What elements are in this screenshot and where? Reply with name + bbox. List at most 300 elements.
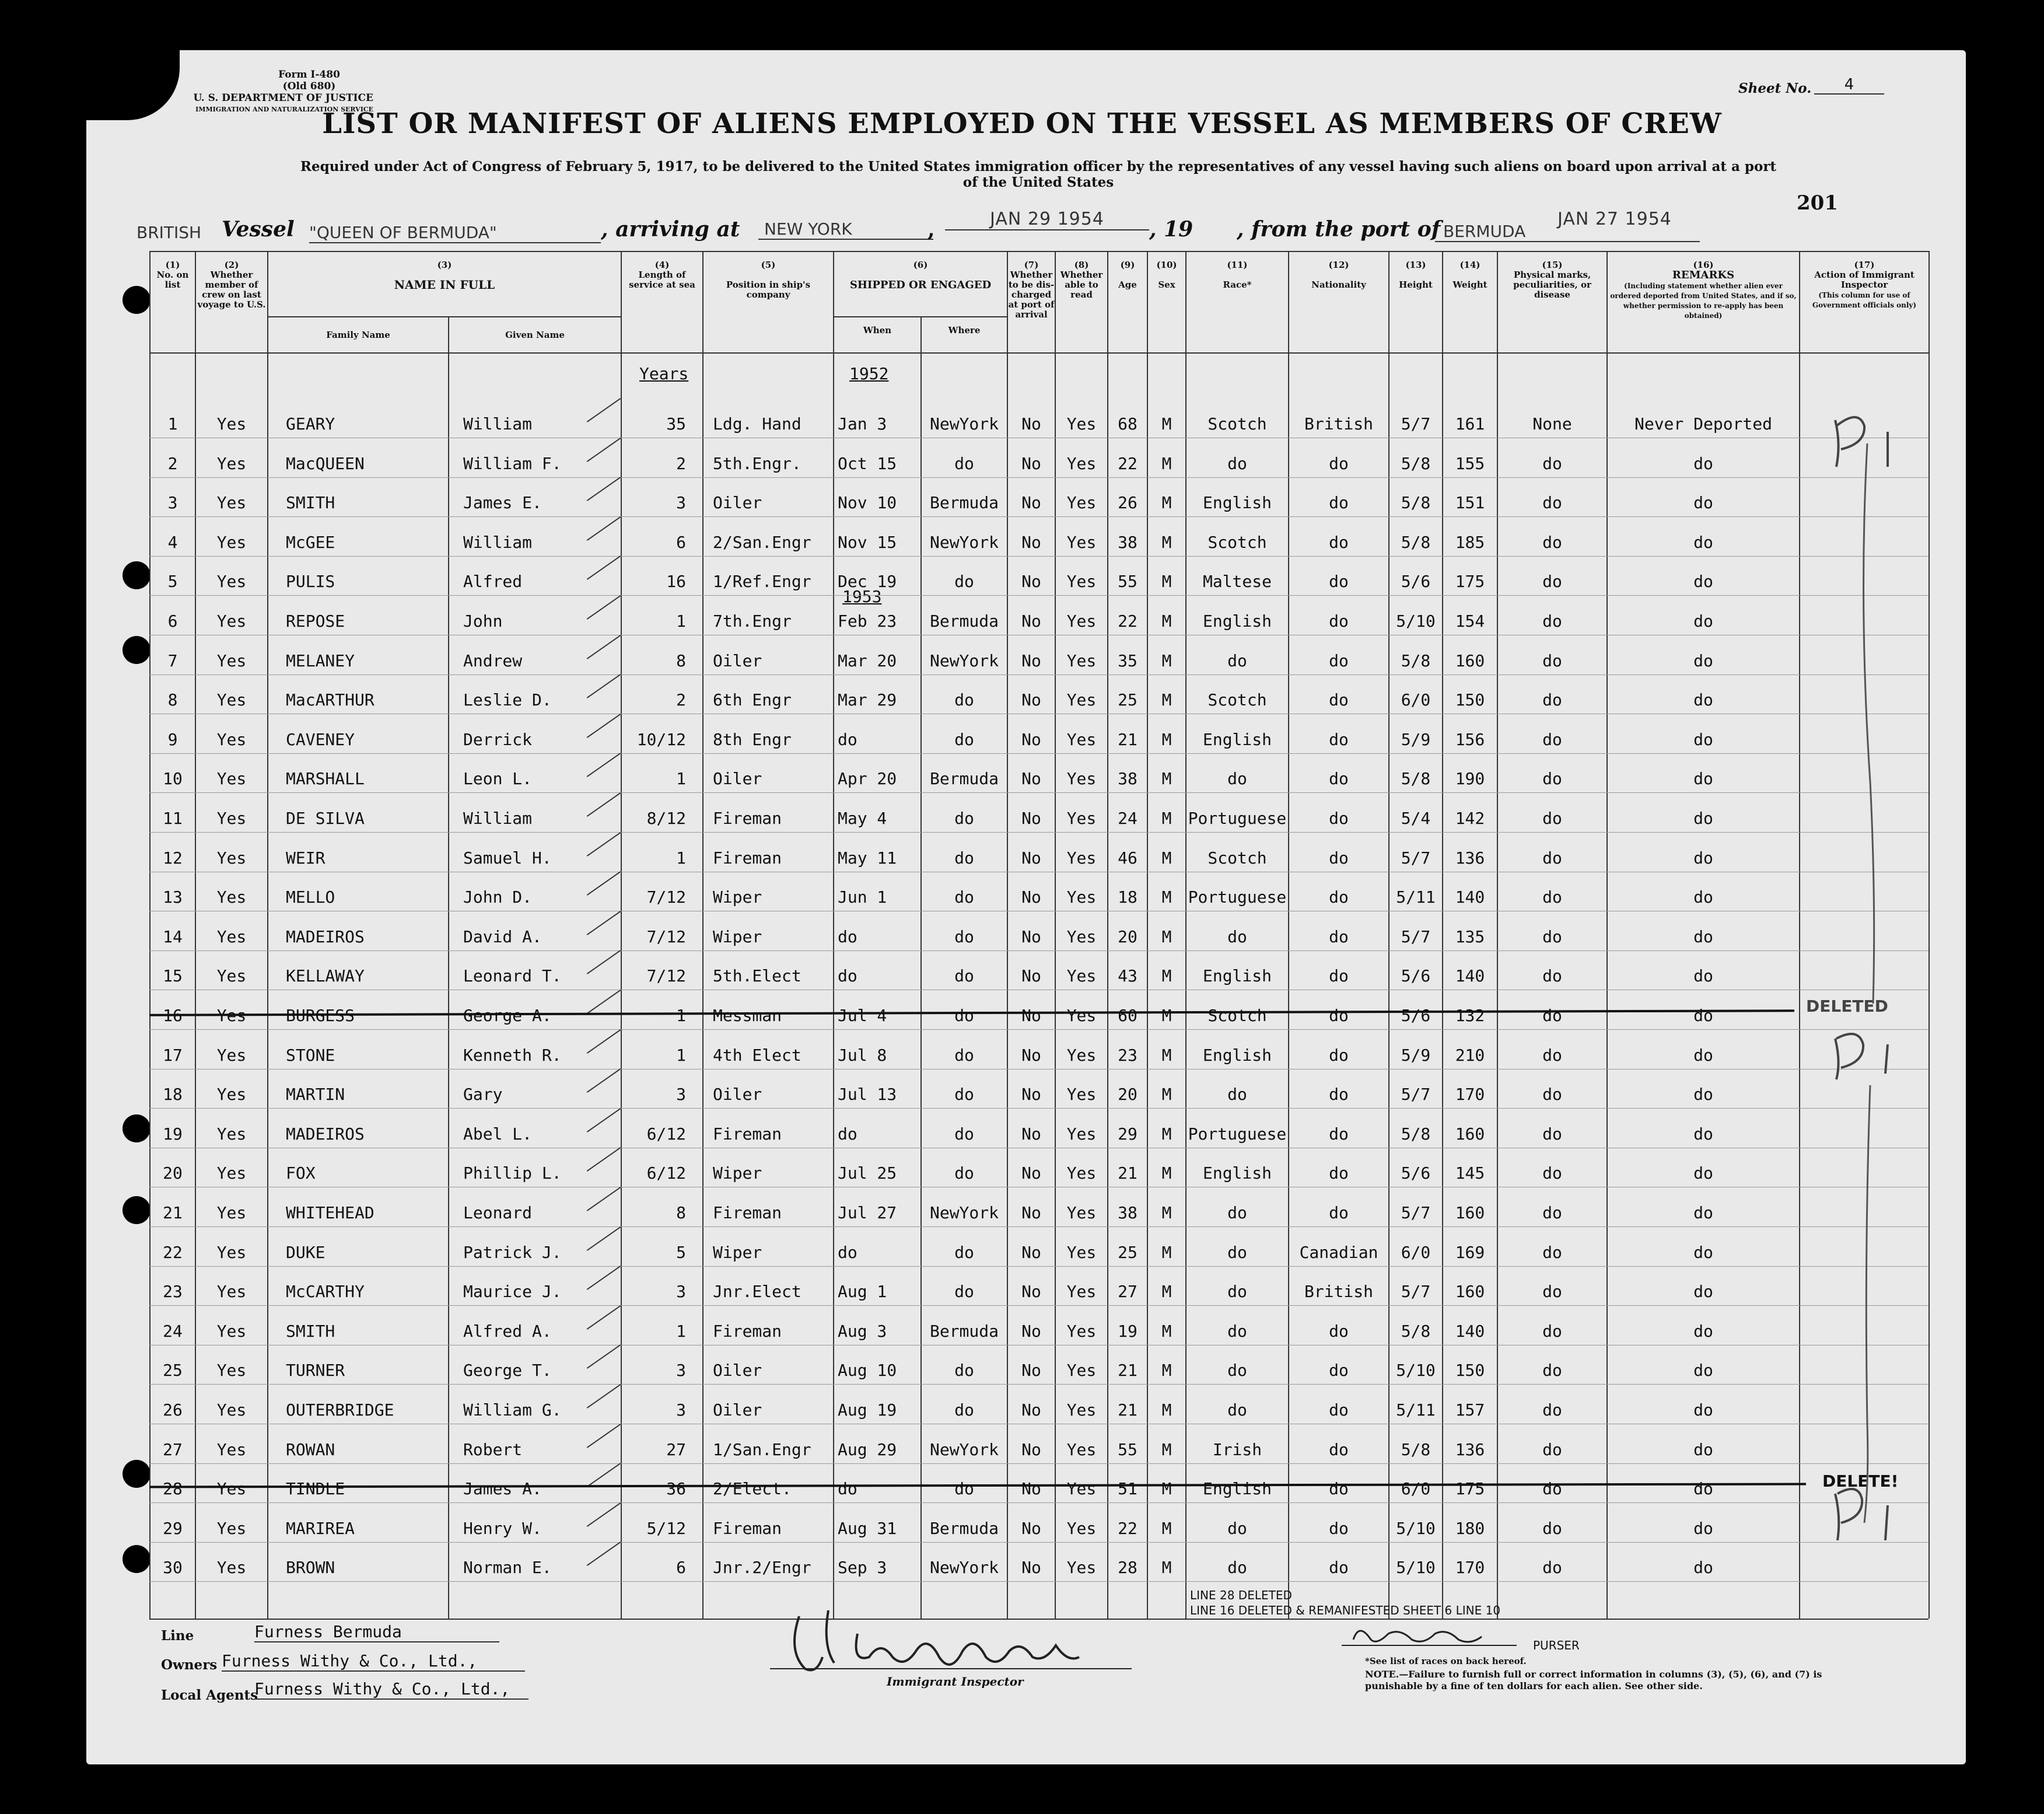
cell-remarks: do [1693,493,1713,513]
penalty-note: NOTE.—Failure to furnish full or correct information in columns (3), (5), (6), and (7) is punishable by a fine of ten dollars for each alien. See other side. [1365,1669,1822,1691]
cell-position: Fireman [713,848,782,868]
cell-weight: 160 [1455,651,1485,670]
cell-nationality: do [1329,1045,1349,1065]
cell-weight: 135 [1455,927,1485,946]
cell-service-length: 7/12 [646,966,686,986]
cell-height: 5/9 [1401,729,1431,749]
cell-shipped-where: do [954,966,974,986]
cell-sex: M [1161,1045,1172,1065]
cell-discharged: No [1021,453,1041,473]
footer-line-value: Furness Bermuda [254,1622,499,1642]
cell-physical-marks: do [1542,453,1562,473]
cell-service-length: 6 [676,532,686,552]
cell-row-number: 18 [163,1085,183,1105]
cell-able-to-read: Yes [1066,1085,1097,1105]
cell-shipped-when: Dec 19 [838,572,897,592]
cell-family-name: MELLO [286,887,335,907]
cell-shipped-where: do [954,1242,974,1262]
col-number: (9) [1120,260,1135,270]
punch-hole [123,286,150,314]
cell-last-voyage: Yes [216,1439,247,1459]
cell-able-to-read: Yes [1066,1242,1097,1262]
cell-discharged: No [1021,1479,1041,1499]
cell-shipped-when: Jul 4 [838,1006,887,1025]
cell-race: Maltese [1202,572,1272,592]
cell-sex: M [1161,809,1172,828]
cell-family-name: DUKE [286,1242,326,1262]
cell-remarks: do [1693,1085,1713,1105]
cell-height: 5/11 [1396,1400,1436,1420]
cell-race: English [1202,729,1272,749]
cell-shipped-when: Feb 23 [838,611,897,631]
col-number: (4) [654,260,670,270]
cell-weight: 180 [1455,1518,1485,1538]
cell-shipped-when: Jul 8 [838,1045,887,1065]
cell-height: 5/4 [1401,809,1431,828]
from-port: BERMUDA [1435,222,1700,242]
cell-physical-marks: do [1542,1400,1562,1420]
cell-physical-marks: do [1542,848,1562,868]
col-label: No. on list [156,270,189,290]
cell-last-voyage: Yes [216,1321,247,1341]
cell-discharged: No [1021,1321,1041,1341]
col-header-name [268,260,621,291]
cell-row-number: 7 [167,651,178,670]
cell-service-length: 2 [676,453,686,473]
cell-shipped-when: Jul 13 [838,1085,897,1105]
cell-age: 46 [1118,848,1138,868]
cell-remarks: do [1693,729,1713,749]
cell-sex: M [1161,493,1172,513]
cell-given-name: George T. [463,1361,552,1380]
cell-last-voyage: Yes [216,1282,247,1302]
cell-remarks: do [1693,1282,1713,1302]
cell-height: 5/8 [1401,532,1431,552]
cell-shipped-where: NewYork [929,1203,999,1222]
cell-shipped-when: Jun 1 [838,887,887,907]
cell-row-number: 27 [163,1439,183,1459]
cell-remarks: do [1693,809,1713,828]
cell-weight: 161 [1455,414,1485,434]
cell-position: Oiler [713,1361,762,1380]
cell-service-length: 2 [676,690,686,710]
cell-age: 55 [1118,572,1138,592]
cell-family-name: DE SILVA [286,809,365,828]
row-rule [149,1108,1929,1109]
cell-sex: M [1161,1242,1172,1262]
cell-shipped-when: May 4 [838,809,887,828]
cell-service-length: 6/12 [646,1163,686,1183]
cell-shipped-when: Aug 10 [838,1361,897,1380]
cell-weight: 140 [1455,887,1485,907]
row-rule [149,516,1929,517]
cell-given-name: Patrick J. [463,1242,562,1262]
col-number: (1) [165,260,180,270]
cell-shipped-where: do [954,1361,974,1380]
row-rule [149,595,1929,596]
col-number: (14) [1460,260,1480,270]
cell-physical-marks: do [1542,1163,1562,1183]
cell-service-length: 1 [676,1321,686,1341]
cell-able-to-read: Yes [1066,966,1097,986]
cell-discharged: No [1021,1400,1041,1420]
cell-position: Messman [713,1006,782,1025]
col-number: (8) [1074,260,1089,270]
row-rule [149,674,1929,675]
cell-able-to-read: Yes [1066,1400,1097,1420]
cell-age: 21 [1118,1400,1138,1420]
cell-row-number: 6 [167,611,178,631]
cell-weight: 160 [1455,1124,1485,1144]
cell-position: Oiler [713,493,762,513]
footer-line-label: Line [161,1628,194,1644]
cell-position: Fireman [713,809,782,828]
cell-shipped-when: do [838,1124,858,1144]
cell-shipped-where: NewYork [929,532,999,552]
cell-service-length: 1 [676,611,686,631]
cell-age: 22 [1118,453,1138,473]
cell-shipped-where: NewYork [929,414,999,434]
cell-weight: 185 [1455,532,1485,552]
cell-shipped-when: Jul 27 [838,1203,897,1222]
col-header-discharged [1008,260,1055,320]
cell-service-length: 8 [676,1203,686,1222]
col-header-service [622,260,702,290]
cell-row-number: 23 [163,1282,183,1302]
cell-service-length: 7/12 [646,887,686,907]
cell-sex: M [1161,1163,1172,1183]
cell-last-voyage: Yes [216,887,247,907]
cell-nationality: do [1329,1479,1349,1499]
cell-last-voyage: Yes [216,927,247,946]
cell-family-name: MELANEY [286,651,355,670]
cell-remarks: do [1693,1006,1713,1025]
cell-remarks: do [1693,690,1713,710]
cell-age: 27 [1118,1282,1138,1302]
cell-physical-marks: do [1542,1282,1562,1302]
department: U. S. DEPARTMENT OF JUSTICE [193,92,373,104]
name-subheader-rule [267,316,621,317]
cell-age: 38 [1118,532,1138,552]
cell-row-number: 24 [163,1321,183,1341]
page-number: 201 [1797,191,1838,215]
col-label: Physical marks, peculiarities, or disease [1513,270,1591,300]
subtitle-line-1: Required under Act of Congress of February 5, 1917, to be delivered to the United States immigration officer by the representatives of any vessel having such aliens on board upon arrival at a port [300,159,1777,174]
cell-physical-marks: do [1542,1242,1562,1262]
col-number: (15) [1542,260,1563,270]
cell-weight: 151 [1455,493,1485,513]
cell-family-name: FOX [286,1163,316,1183]
cell-able-to-read: Yes [1066,1282,1097,1302]
cell-row-number: 15 [163,966,183,986]
year-label: , 19 [1149,217,1194,242]
col-header-last-voyage [196,260,267,310]
col-number: (17) [1854,260,1875,270]
cell-able-to-read: Yes [1066,1321,1097,1341]
cell-row-number: 30 [163,1558,183,1578]
cell-discharged: No [1021,729,1041,749]
cell-position: Fireman [713,1321,782,1341]
cell-row-number: 16 [163,1006,183,1025]
cell-family-name: MARTIN [286,1085,345,1105]
cell-weight: 140 [1455,1321,1485,1341]
cell-weight: 132 [1455,1006,1485,1025]
cell-nationality: do [1329,1124,1349,1144]
cell-height: 5/7 [1401,927,1431,946]
cell-service-length: 36 [666,1479,686,1499]
cell-sex: M [1161,690,1172,710]
cell-sex: M [1161,848,1172,868]
deleted-stamp-16: DELETED [1806,997,1888,1016]
col-number: (2) [224,260,239,270]
cell-physical-marks: do [1542,1558,1562,1578]
cell-shipped-when: Aug 29 [838,1439,897,1459]
cell-weight: 150 [1455,1361,1485,1380]
cell-given-name: Norman E. [463,1558,552,1578]
cell-row-number: 11 [163,809,183,828]
cell-position: Jnr.2/Engr [713,1558,811,1578]
cell-discharged: No [1021,887,1041,907]
punch-hole [123,636,150,664]
cell-weight: 175 [1455,1479,1485,1499]
col-header-family-name: Family Name [326,330,390,340]
cell-service-length: 3 [676,1085,686,1105]
punch-hole [123,1196,150,1224]
col-label: SHIPPED OR ENGAGED [849,279,992,291]
cell-physical-marks: do [1542,532,1562,552]
inspector-signature [764,1599,1138,1686]
cell-service-length: 8/12 [646,809,686,828]
cell-last-voyage: Yes [216,1163,247,1183]
cell-shipped-when: Mar 20 [838,651,897,670]
cell-sex: M [1161,1085,1172,1105]
cell-shipped-when: Jul 25 [838,1163,897,1183]
comma: , [928,217,935,242]
cell-shipped-where: do [954,848,974,868]
sheet-label: Sheet No. [1738,81,1812,96]
cell-weight: 136 [1455,1439,1485,1459]
cell-shipped-where: NewYork [929,1558,999,1578]
cell-height: 5/7 [1401,414,1431,434]
cell-family-name: WEIR [286,848,326,868]
cell-physical-marks: do [1542,651,1562,670]
cell-shipped-where: do [954,1085,974,1105]
cell-able-to-read: Yes [1066,414,1097,434]
cell-nationality: British [1304,1282,1373,1302]
cell-shipped-where: do [954,1124,974,1144]
cell-last-voyage: Yes [216,572,247,592]
cell-age: 25 [1118,690,1138,710]
cell-given-name: Leonard [463,1203,533,1222]
cell-able-to-read: Yes [1066,1203,1097,1222]
cell-position: 8th Engr [713,729,792,749]
cell-able-to-read: Yes [1066,1006,1097,1025]
cell-position: Ldg. Hand [713,414,802,434]
cell-weight: 157 [1455,1400,1485,1420]
cell-remarks: do [1693,1242,1713,1262]
cell-age: 55 [1118,1439,1138,1459]
page-title: LIST OR MANIFEST OF ALIENS EMPLOYED ON THE VESSEL AS MEMBERS OF CREW [322,107,1722,140]
cell-age: 24 [1118,809,1138,828]
cell-service-length: 10/12 [636,729,686,749]
cell-given-name: Phillip L. [463,1163,562,1183]
footer-agents-value: Furness Withy & Co., Ltd., [254,1679,528,1700]
cell-position: 2/San.Engr [713,532,811,552]
cell-remarks: do [1693,1479,1713,1499]
cell-last-voyage: Yes [216,1242,247,1262]
cell-given-name: William [463,809,533,828]
cell-shipped-where: do [954,1163,974,1183]
cell-sex: M [1161,1124,1172,1144]
cell-sex: M [1161,1439,1172,1459]
col-number: (5) [761,260,776,270]
col-border [833,251,834,1619]
cell-physical-marks: do [1542,1006,1562,1025]
cell-sex: M [1161,1558,1172,1578]
cell-remarks: do [1693,769,1713,789]
col-header-given-name: Given Name [505,330,565,340]
cell-shipped-when: Apr 20 [838,769,897,789]
cell-shipped-when: Aug 19 [838,1400,897,1420]
shipped-subheader-rule [833,316,1007,317]
col-header-action [1800,260,1929,310]
cell-race: Scotch [1208,532,1267,552]
col-border [267,251,268,1619]
cell-position: 4th Elect [713,1045,802,1065]
races-note: *See list of races on back hereof. [1365,1656,1527,1666]
col-label: Whether to be dis-charged at port of arrival [1008,270,1055,320]
cell-age: 21 [1118,1163,1138,1183]
cell-family-name: CAVENEY [286,729,355,749]
cell-shipped-when: Aug 31 [838,1518,897,1538]
row-rule [149,1502,1929,1503]
cell-race: English [1202,1163,1272,1183]
cell-race: do [1227,1400,1247,1420]
cell-remarks: do [1693,966,1713,986]
cell-age: 18 [1118,887,1138,907]
cell-position: Wiper [713,1163,762,1183]
cell-given-name: Maurice J. [463,1282,562,1302]
row-rule [149,1463,1929,1464]
row-rule [149,950,1929,951]
col-header-no [150,260,195,290]
cell-row-number: 28 [163,1479,183,1499]
cell-age: 60 [1118,1006,1138,1025]
cell-age: 38 [1118,769,1138,789]
form-number: Form I-480 [278,69,340,81]
cell-discharged: No [1021,1203,1041,1222]
cell-shipped-when: May 11 [838,848,897,868]
cell-position: 5th.Elect [713,966,802,986]
cell-race: do [1227,1321,1247,1341]
cell-nationality: British [1304,414,1373,434]
vessel-name: "QUEEN OF BERMUDA" [309,223,601,243]
cell-nationality: do [1329,493,1349,513]
cell-age: 51 [1118,1479,1138,1499]
cell-physical-marks: do [1542,1124,1562,1144]
cell-shipped-where: do [954,690,974,710]
cell-family-name: WHITEHEAD [286,1203,374,1222]
cell-weight: 155 [1455,453,1485,473]
table-header-border [149,352,1929,354]
cell-age: 35 [1118,651,1138,670]
cell-race: do [1227,1558,1247,1578]
cell-remarks: do [1693,1400,1713,1420]
cell-position: Fireman [713,1518,782,1538]
cell-height: 5/9 [1401,1045,1431,1065]
row-rule [149,832,1929,833]
cell-shipped-where: Bermuda [929,1321,999,1341]
row-rule [149,1305,1929,1306]
cell-physical-marks: do [1542,493,1562,513]
cell-last-voyage: Yes [216,1006,247,1025]
cell-last-voyage: Yes [216,769,247,789]
cell-shipped-where: do [954,572,974,592]
cell-age: 21 [1118,729,1138,749]
cell-physical-marks: do [1542,887,1562,907]
cell-nationality: do [1329,690,1349,710]
cell-sex: M [1161,1400,1172,1420]
cell-row-number: 2 [167,453,178,473]
row-rule [149,1384,1929,1385]
cell-given-name: Leonard T. [463,966,562,986]
cell-race: do [1227,1242,1247,1262]
cell-shipped-where: do [954,453,974,473]
cell-shipped-where: Bermuda [929,769,999,789]
cell-remarks: do [1693,453,1713,473]
cell-sex: M [1161,1518,1172,1538]
cell-nationality: do [1329,729,1349,749]
cell-remarks: do [1693,1518,1713,1538]
cell-shipped-when: Mar 29 [838,690,897,710]
cell-service-length: 5 [676,1242,686,1262]
cell-race: English [1202,1045,1272,1065]
cell-sex: M [1161,966,1172,986]
cell-family-name: SMITH [286,493,335,513]
cell-nationality: do [1329,532,1349,552]
cell-last-voyage: Yes [216,651,247,670]
col-header-marks [1498,260,1606,300]
cell-shipped-when: do [838,729,858,749]
cell-sex: M [1161,1006,1172,1025]
cell-height: 5/7 [1401,1203,1431,1222]
cell-given-name: James A. [463,1479,542,1499]
cell-height: 5/10 [1396,1558,1436,1578]
cell-physical-marks: do [1542,769,1562,789]
cell-shipped-when: Aug 1 [838,1282,887,1302]
cell-service-length: 3 [676,1400,686,1420]
cell-height: 5/7 [1401,1282,1431,1302]
cell-able-to-read: Yes [1066,1361,1097,1380]
cell-family-name: KELLAWAY [286,966,365,986]
col-label: Action of Immigrant Inspector [1814,270,1915,290]
cell-shipped-where: Bermuda [929,611,999,631]
cell-race: do [1227,1518,1247,1538]
cell-shipped-where: do [954,1479,974,1499]
cell-last-voyage: Yes [216,1045,247,1065]
row-rule [149,1542,1929,1543]
cell-row-number: 26 [163,1400,183,1420]
cell-row-number: 19 [163,1124,183,1144]
cell-given-name: Samuel H. [463,848,552,868]
cell-nationality: do [1329,572,1349,592]
punch-hole [123,1545,150,1573]
cell-race: Scotch [1208,848,1267,868]
cell-position: Wiper [713,1242,762,1262]
cell-weight: 140 [1455,966,1485,986]
cell-sex: M [1161,414,1172,434]
purser-signature [1342,1616,1528,1651]
